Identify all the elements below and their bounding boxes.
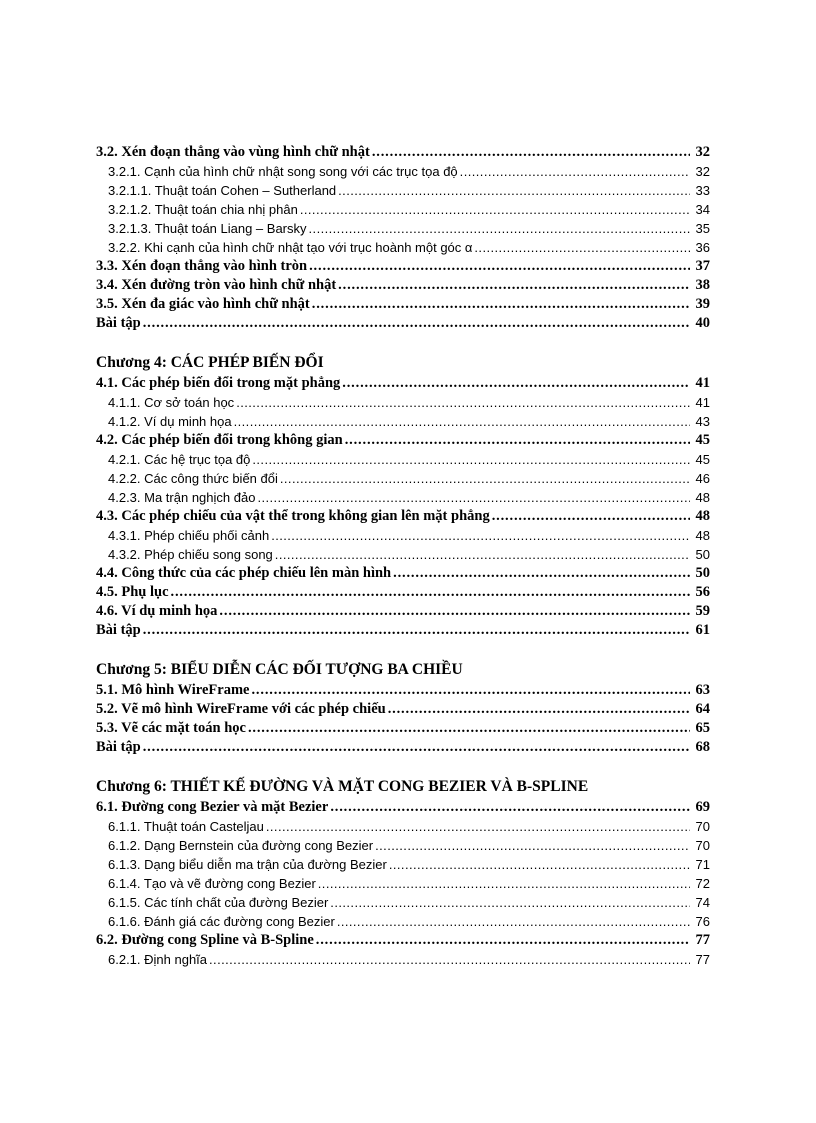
toc-page-number: 40: [695, 315, 710, 331]
toc-page-number: 56: [695, 584, 710, 600]
dot-leader: [345, 431, 690, 450]
toc-entry-title: Bài tập: [96, 315, 141, 331]
dot-leader: [330, 798, 690, 817]
toc-entry[interactable]: [96, 700, 710, 719]
toc-entry[interactable]: [96, 162, 710, 181]
toc-entry-title: 4.2.2. Các công thức biến đổi: [108, 471, 278, 486]
dot-leader: [219, 602, 690, 621]
toc-entry[interactable]: [96, 836, 710, 855]
dot-leader: [318, 874, 690, 893]
toc-entry-title: 3.4. Xén đường tròn vào hình chữ nhật: [96, 277, 337, 293]
toc-entry[interactable]: [96, 621, 710, 640]
toc-entry[interactable]: [96, 200, 710, 219]
toc-entry[interactable]: [96, 314, 710, 333]
toc-entry-title: 4.2. Các phép biến đổi trong không gian: [96, 432, 343, 448]
dot-leader: [248, 719, 690, 738]
toc-entry-title: 4.3. Các phép chiếu của vật thể trong không gian lên mặt phẳng: [96, 508, 490, 524]
toc-page-number: 50: [695, 547, 710, 562]
toc-entry[interactable]: [96, 602, 710, 621]
toc-page-number: 48: [695, 490, 710, 505]
toc-page-number: 77: [695, 952, 710, 967]
toc-entry[interactable]: [96, 181, 710, 200]
toc-entry[interactable]: [96, 507, 710, 526]
dot-leader: [342, 374, 690, 393]
toc-entry-title: 3.5. Xén đa giác vào hình chữ nhật: [96, 296, 310, 312]
toc-page-number: 68: [695, 739, 710, 755]
toc-entry-title: 3.2.1.1. Thuật toán Cohen – Sutherland: [108, 183, 337, 198]
toc-page-number: 74: [695, 895, 710, 910]
toc-page-number: 32: [695, 144, 710, 160]
toc-entry-title: 4.6. Ví dụ minh họa: [96, 603, 218, 619]
toc-entry-title: 5.1. Mô hình WireFrame: [96, 682, 250, 698]
toc-entry[interactable]: [96, 488, 710, 507]
toc-page-number: 41: [695, 395, 710, 410]
toc-page-number: 64: [695, 701, 710, 717]
toc-entry-title: 3.2.2. Khi cạnh của hình chữ nhật tạo với trục hoành một góc α: [108, 240, 473, 255]
toc-entry-title: 3.3. Xén đoạn thẳng vào hình tròn: [96, 258, 308, 274]
toc-entry-title: 4.1.1. Cơ sở toán học: [108, 395, 235, 410]
toc-entry-title: 4.1.2. Ví dụ minh họa: [108, 414, 232, 429]
dot-leader: [460, 162, 690, 181]
dot-leader: [266, 817, 690, 836]
dot-leader: [236, 393, 690, 412]
toc-entry-title: 4.3.1. Phép chiếu phối cảnh: [108, 528, 270, 543]
toc-entry[interactable]: [96, 738, 710, 757]
toc-section: [96, 659, 710, 757]
toc-entry[interactable]: [96, 412, 710, 431]
toc-entry-title: 6.1.6. Đánh giá các đường cong Bezier: [108, 914, 335, 929]
toc-page-number: 46: [695, 471, 710, 486]
toc-entry[interactable]: [96, 450, 710, 469]
toc-entry-title: 3.2.1.2. Thuật toán chia nhị phân: [108, 202, 298, 217]
dot-leader: [271, 526, 690, 545]
toc-entry[interactable]: [96, 143, 710, 162]
toc-entry[interactable]: [96, 583, 710, 602]
toc-entry[interactable]: [96, 950, 710, 969]
chapter-heading: Chương 5: BIỂU DIỄN CÁC ĐỐI TƯỢNG BA CHIỀU: [96, 661, 463, 678]
toc-entry[interactable]: [96, 564, 710, 583]
toc-page-number: 63: [695, 682, 710, 698]
toc-page-number: 71: [695, 857, 710, 872]
toc-entry-title: 4.4. Công thức của các phép chiếu lên màn hình: [96, 565, 392, 581]
dot-leader: [372, 143, 690, 162]
toc-entry[interactable]: [96, 931, 710, 950]
toc-page-number: 37: [695, 258, 710, 274]
dot-leader: [234, 412, 690, 431]
toc-entry[interactable]: [96, 526, 710, 545]
chapter-heading: Chương 4: CÁC PHÉP BIẾN ĐỔI: [96, 354, 324, 371]
toc-entry[interactable]: [96, 219, 710, 238]
toc-page-number: 43: [695, 414, 710, 429]
dot-leader: [143, 314, 690, 333]
toc-section: [96, 143, 710, 333]
dot-leader: [275, 545, 690, 564]
dot-leader: [375, 836, 690, 855]
toc-entry[interactable]: [96, 431, 710, 450]
dot-leader: [316, 931, 690, 950]
dot-leader: [143, 738, 690, 757]
table-of-contents: [96, 143, 710, 988]
toc-page-number: 32: [695, 164, 710, 179]
toc-entry-title: 3.2. Xén đoạn thẳng vào vùng hình chữ nhật: [96, 144, 370, 160]
toc-page-number: 38: [695, 277, 710, 293]
toc-page-number: 61: [695, 622, 710, 638]
dot-leader: [312, 295, 690, 314]
dot-leader: [171, 583, 690, 602]
toc-entry[interactable]: [96, 238, 710, 257]
toc-entry-title: 6.2. Đường cong Spline và B-Spline: [96, 932, 314, 948]
toc-entry-title: 6.1.4. Tạo và vẽ đường cong Bezier: [108, 876, 316, 891]
dot-leader: [492, 507, 690, 526]
toc-entry[interactable]: [96, 393, 710, 412]
dot-leader: [388, 700, 690, 719]
toc-entry[interactable]: [96, 295, 710, 314]
toc-page-number: 48: [695, 528, 710, 543]
toc-entry-title: 4.1. Các phép biến đổi trong mặt phẳng: [96, 375, 341, 391]
toc-page-number: 50: [695, 565, 710, 581]
toc-entry-title: 4.2.3. Ma trận nghịch đảo: [108, 490, 256, 505]
toc-entry-title: 3.2.1. Cạnh của hình chữ nhật song song với các trục tọa độ: [108, 164, 458, 179]
toc-page-number: 34: [695, 202, 710, 217]
chapter-heading: Chương 6: THIẾT KẾ ĐƯỜNG VÀ MẶT CONG BEZIER VÀ B-SPLINE: [96, 778, 589, 795]
toc-entry-title: 6.1.1. Thuật toán Casteljau: [108, 819, 264, 834]
toc-entry[interactable]: [96, 817, 710, 836]
toc-page-number: 59: [695, 603, 710, 619]
toc-entry[interactable]: [96, 545, 710, 564]
toc-page-number: 41: [695, 375, 710, 391]
toc-entry[interactable]: [96, 719, 710, 738]
toc-entry[interactable]: [96, 874, 710, 893]
dot-leader: [143, 621, 690, 640]
toc-entry-title: 4.5. Phụ lục: [96, 584, 169, 600]
toc-page-number: 77: [695, 932, 710, 948]
toc-entry-title: 4.2.1. Các hệ trục tọa độ: [108, 452, 251, 467]
toc-entry-title: 6.1.3. Dạng biểu diễn ma trận của đường Bezier: [108, 857, 387, 872]
toc-page-number: 76: [695, 914, 710, 929]
toc-section: [96, 352, 710, 640]
toc-entry[interactable]: [96, 912, 710, 931]
toc-page-number: 45: [695, 452, 710, 467]
toc-page-number: 48: [695, 508, 710, 524]
dot-leader: [337, 912, 690, 931]
toc-entry[interactable]: [96, 855, 710, 874]
toc-entry-title: 3.2.1.3. Thuật toán Liang – Barsky: [108, 221, 307, 236]
dot-leader: [280, 469, 690, 488]
dot-leader: [257, 488, 690, 507]
toc-page-number: 36: [695, 240, 710, 255]
toc-entry-title: Bài tập: [96, 622, 141, 638]
dot-leader: [474, 238, 690, 257]
toc-page-number: 70: [695, 838, 710, 853]
toc-page-number: 39: [695, 296, 710, 312]
dot-leader: [330, 893, 690, 912]
dot-leader: [251, 681, 690, 700]
toc-entry-title: 6.1.2. Dạng Bernstein của đường cong Bezier: [108, 838, 374, 853]
toc-section: [96, 776, 710, 969]
toc-entry[interactable]: [96, 257, 710, 276]
dot-leader: [309, 257, 690, 276]
toc-page-number: 69: [695, 799, 710, 815]
toc-entry[interactable]: [96, 469, 710, 488]
toc-entry-title: 6.1.5. Các tính chất của đường Bezier: [108, 895, 329, 910]
toc-entry-title: 4.3.2. Phép chiếu song song: [108, 547, 273, 562]
dot-leader: [338, 276, 690, 295]
dot-leader: [300, 200, 690, 219]
dot-leader: [389, 855, 690, 874]
toc-page-number: 72: [695, 876, 710, 891]
toc-entry-title: 6.1. Đường cong Bezier và mặt Bezier: [96, 799, 329, 815]
toc-page-number: 70: [695, 819, 710, 834]
toc-entry-title: 5.2. Vẽ mô hình WireFrame với các phép chiếu: [96, 701, 386, 717]
toc-entry[interactable]: [96, 276, 710, 295]
toc-page-number: 33: [695, 183, 710, 198]
toc-page-number: 45: [695, 432, 710, 448]
dot-leader: [393, 564, 690, 583]
toc-entry-title: 6.2.1. Định nghĩa: [108, 952, 208, 967]
toc-entry[interactable]: [96, 893, 710, 912]
toc-entry-title: Bài tập: [96, 739, 141, 755]
toc-entry[interactable]: [96, 681, 710, 700]
toc-page-number: 65: [695, 720, 710, 736]
toc-entry-title: 5.3. Vẽ các mặt toán học: [96, 720, 246, 736]
dot-leader: [209, 950, 690, 969]
toc-entry[interactable]: [96, 798, 710, 817]
toc-entry[interactable]: [96, 374, 710, 393]
dot-leader: [309, 219, 690, 238]
dot-leader: [252, 450, 690, 469]
dot-leader: [338, 181, 690, 200]
toc-page-number: 35: [695, 221, 710, 236]
